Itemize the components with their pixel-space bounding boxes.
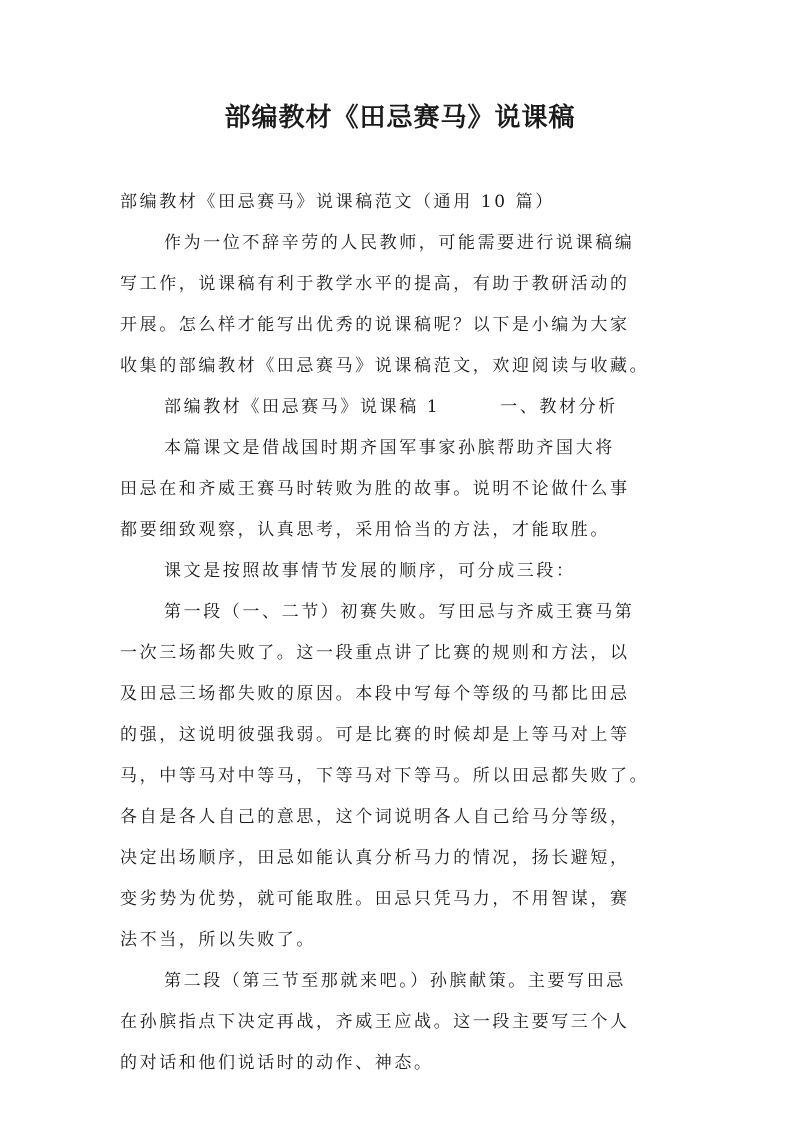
paragraph-line: 田忌在和齐威王赛马时转败为胜的故事。说明不论做什么事 xyxy=(120,479,630,499)
section-title: 部编教材《田忌赛马》说课稿 1 xyxy=(164,397,441,417)
paragraph-line: 在孙膑指点下决定再战，齐威王应战。这一段主要写三个人 xyxy=(120,1012,630,1032)
paragraph-line: 一次三场都失败了。这一段重点讲了比赛的规则和方法，以 xyxy=(120,643,630,663)
intro-line: 收集的部编教材《田忌赛马》说课稿范文，欢迎阅读与收藏。 xyxy=(120,356,650,376)
paragraph-line: 都要细致观察，认真思考，采用恰当的方法，才能取胜。 xyxy=(120,520,610,540)
paragraph-line: 第一段（一、二节）初赛失败。写田忌与齐威王赛马第 xyxy=(164,602,635,622)
page-title: 部编教材《田忌赛马》说课稿 xyxy=(224,103,576,133)
paragraph-line: 法不当，所以失败了。 xyxy=(120,930,316,950)
paragraph-line: 各自是各人自己的意思，这个词说明各人自己给马分等级， xyxy=(120,807,630,827)
section-heading: 一、教材分析 xyxy=(500,397,618,417)
paragraph-line: 马，中等马对中等马，下等马对下等马。所以田忌都失败了。 xyxy=(120,766,650,786)
paragraph-line: 的对话和他们说话时的动作、神态。 xyxy=(120,1053,434,1073)
paragraph-line: 变劣势为优势，就可能取胜。田忌只凭马力，不用智谋，赛 xyxy=(120,889,630,909)
paragraph-line: 本篇课文是借战国时期齐国军事家孙膑帮助齐国大将 xyxy=(164,438,615,458)
paragraph-line: 及田忌三场都失败的原因。本段中写每个等级的马都比田忌 xyxy=(120,684,630,704)
document-body xyxy=(120,182,690,1084)
document-subtitle: 部编教材《田忌赛马》说课稿范文（通用 10 篇） xyxy=(120,192,555,212)
paragraph-line: 的强，这说明彼强我弱。可是比赛的时候却是上等马对上等 xyxy=(120,725,630,745)
intro-line: 作为一位不辞辛劳的人民教师，可能需要进行说课稿编 xyxy=(164,233,635,253)
section-title-line xyxy=(120,387,690,428)
paragraph-line: 决定出场顺序，田忌如能认真分析马力的情况，扬长避短， xyxy=(120,848,630,868)
intro-line: 写工作，说课稿有利于教学水平的提高，有助于教研活动的 xyxy=(120,274,630,294)
paragraph-line: 第二段（第三节至那就来吧。）孙膑献策。主要写田忌 xyxy=(164,971,626,991)
intro-line: 开展。怎么样才能写出优秀的说课稿呢？以下是小编为大家 xyxy=(120,315,630,335)
paragraph-line: 课文是按照故事情节发展的顺序，可分成三段： xyxy=(164,561,576,581)
